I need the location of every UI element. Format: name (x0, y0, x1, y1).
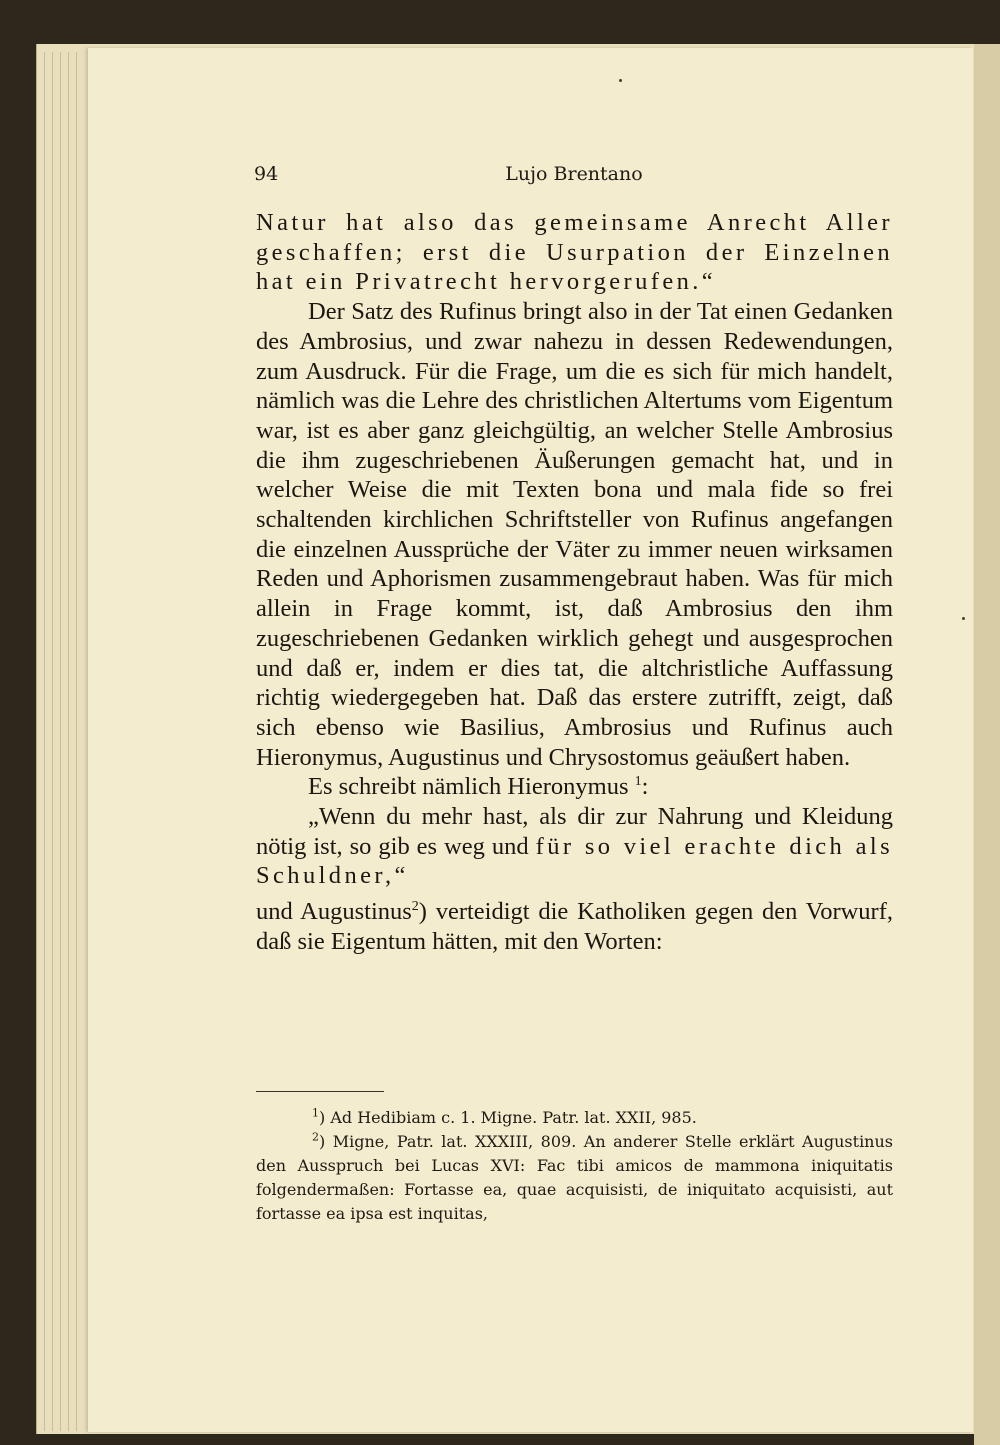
footnote-reference: 1 (634, 774, 642, 790)
page-edge-line (76, 52, 77, 1431)
paragraph-hieronymus-intro (256, 772, 893, 802)
footnote-separator (256, 1091, 384, 1092)
footnote-text: ) Ad Hedibiam c. 1. Migne. Patr. lat. XXII, 985. (319, 1108, 697, 1127)
page-header (254, 163, 894, 191)
running-head: Lujo Brentano (505, 163, 643, 185)
footnote-mark: 1 (312, 1106, 319, 1120)
page-edge-line (44, 52, 45, 1431)
page-number: 94 (254, 163, 279, 185)
paragraph-quote-end: Natur hat also das gemeinsame Anrecht Aller geschaffen; erst die Usurpation der Einzelnen hat ein Privatrecht hervorgerufen.“ (256, 209, 893, 296)
footnote-2 (256, 1130, 893, 1226)
augustinus-start: und Augustinus (256, 898, 412, 926)
quote-spaced-text: für so viel erachte dich als Schuldner,“ (256, 832, 894, 890)
page-edge-line (60, 52, 61, 1431)
ink-speck (962, 617, 965, 620)
footnote-mark: 2 (312, 1130, 319, 1144)
footnote-reference: 2 (411, 899, 419, 915)
paragraph-rufinus: Der Satz des Rufinus bringt also in der Tat einen Gedanken des Ambrosius, und zwar nahezu in dessen Redewendungen, zum Ausdruck. Für die Frage, um die es sich für mich handelt, nämlich was die Lehre des christlichen Altertums vom Eigentum war, ist es aber ganz gleichgültig, an welcher Stelle Ambrosius die ihm zugeschriebenen Äußerungen gemacht hat, und in welcher Weise die mit Texten bona und mala fide so frei schaltenden kirchlichen Schriftsteller von Rufinus angefangen die einzelnen Aussprüche der Väter zu immer neuen wirksamen Reden und Aphorismen zusammengebraut haben. Was für mich allein in Frage kommt, ist, daß Ambrosius den ihm zugeschriebenen Gedanken wirklich gehegt und ausgesprochen und daß er, indem er dies tat, die altchristliche Auffassung richtig wiedergegeben hat. Daß das erstere zutrifft, zeigt, daß sich ebenso wie Basilius, Ambrosius und Rufinus auch Hieronymus, Augustinus und Chrysostomus geäußert haben. (256, 298, 893, 771)
footnote-text: ) Migne, Patr. lat. XXXIII, 809. An anderer Stelle erklärt Augustinus den Ausspruch bei Lucas XVI: Fac tibi amicos de mammona iniquitatis folgendermaßen: Fortasse ea, quae acquisisti, de iniquitato acquisisti, aut fortasse ea ipsa est inquitas, (256, 1132, 893, 1223)
hieronymus-quote (256, 802, 893, 891)
facing-page-edge (974, 44, 1000, 1445)
main-text (256, 208, 893, 957)
page-edge-line (68, 52, 69, 1431)
hieronymus-intro-text: Es schreibt nämlich Hieronymus (308, 773, 629, 801)
quote-plain-text: „Wenn du mehr hast, als dir zur Nahrung und Kleidung nötig ist, so gib es weg und (256, 803, 893, 860)
hieronymus-intro-colon: : (641, 773, 649, 801)
paragraph-augustinus (256, 897, 893, 956)
footnotes (256, 1106, 893, 1226)
page-edge-line (52, 52, 53, 1431)
footnote-1 (256, 1106, 893, 1130)
augustinus-rest: ) verteidigt die Katholiken gegen den Vorwurf, daß sie Eigentum hätten, mit den Worten: (256, 898, 893, 955)
ink-speck (619, 79, 622, 82)
